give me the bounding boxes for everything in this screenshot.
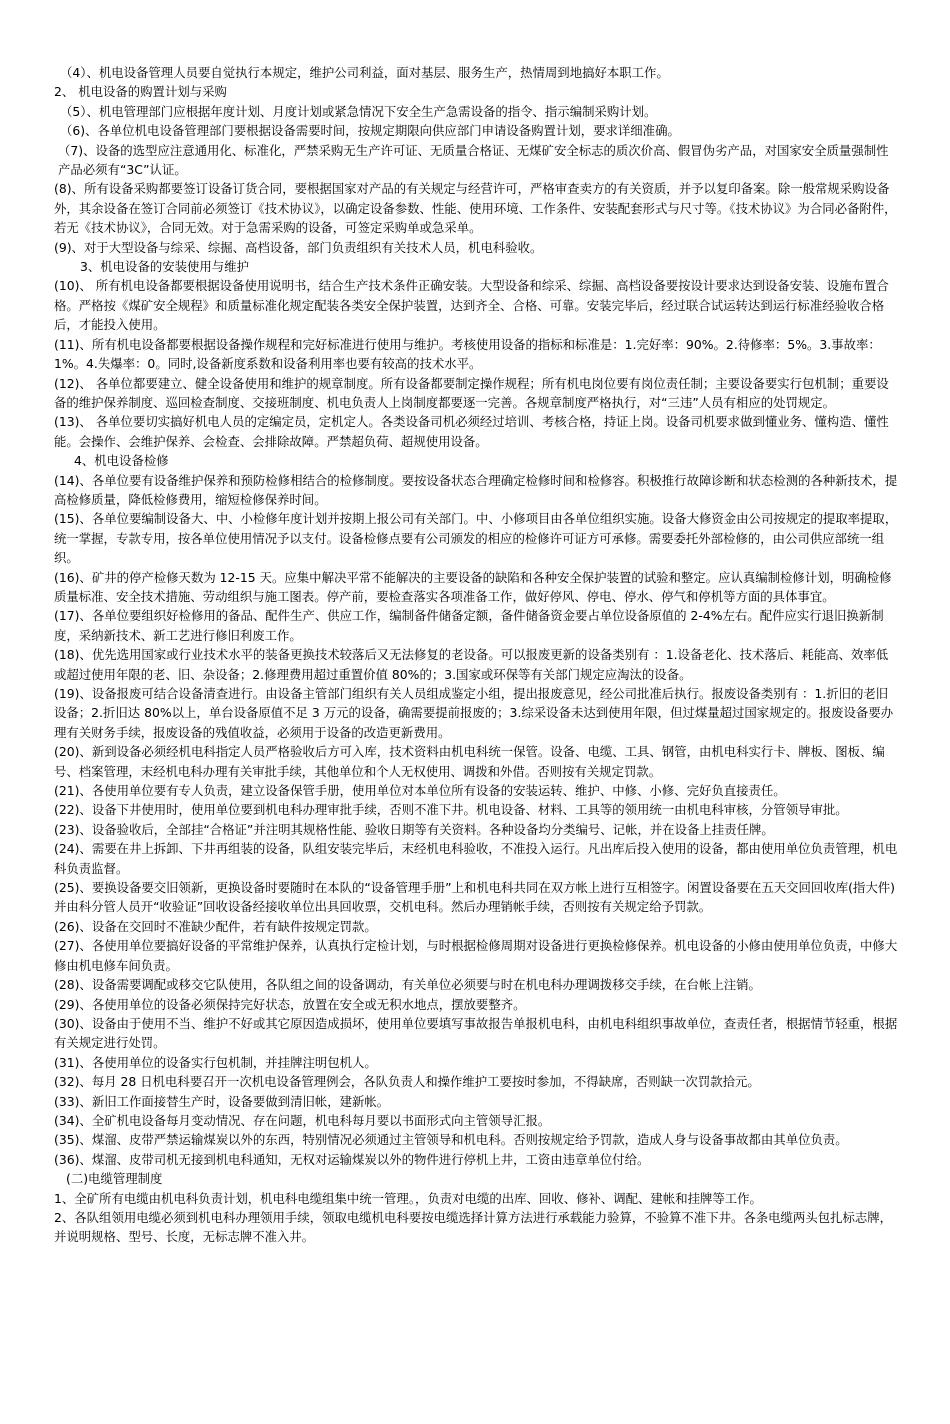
paragraph: (34)、全矿机电设备每月变动情况、存在问题，机电科每月要以书面形式向主管领导汇报。 (54, 1112, 551, 1128)
paragraph: (32)、每月 28 日机电科要召开一次机电设备管理例会，各队负责人和操作维护工要按时参加，不得缺席，否则缺一次罚款拾元。 (54, 1074, 760, 1090)
paragraph: (16)、矿井的停产检修天数为 12-15 天。应集中解决平常不能解决的主要设备的缺陷和各种安全保护装置的试验和整定。应认真编制检修计划，明确检修质量标准、安全技术措施、劳动组织与施工图表。停产前，要检查落实各项准备工作，做好停风、停电、停水、停气和停机等方面的具体事宜。 (54, 569, 892, 604)
paragraph: (29)、各使用单位的设备必须保持完好状态，放置在安全或无积水地点，摆放要整齐。 (54, 996, 526, 1012)
section-heading: (二)电缆管理制度 (66, 1171, 163, 1187)
paragraph: (30)、设备由于使用不当、维护不好或其它原因造成损坏，使用单位要填写事故报告单报机电科，由机电科组织事故单位，查责任者，根据情节轻重，根据有关规定进行处罚。 (54, 1015, 898, 1051)
paragraph: 2、各队组领用电缆必须到机电科办理领用手续，领取电缆机电科要按电缆选择计算方法进行承载能力验算，不验算不准下井。各条电缆两头包扎标志牌，并说明规格、型号、长度，无标志牌不准入井。 (54, 1209, 893, 1245)
paragraph: (31)、各使用单位的设备实行包机制，并挂牌注明包机人。 (54, 1054, 377, 1070)
paragraph: (24)、需要在井上拆卸、下井再组装的设备，队组安装完毕后，末经机电科验收，不准投入运行。凡出库后投入使用的设备，都由使用单位负责管理，机电科负责监督。 (54, 841, 898, 876)
paragraph: (11)、所有机电设备都要根据设备操作规程和完好标准进行使用与维护。考核使用设备的指标和标准是：1.完好率：90%。2.待修率：5%。3.事故率：1%。4.失爆率：0。同时,设备新度系数和设备利用率也要有较高的技术水平。 (54, 336, 881, 372)
paragraph: (14)、各单位要有设备维护保养和预防检修相结合的检修制度。要按设备状态合理确定检修时间和检修容。积极推行故障诊断和状态检测的各种新技术，提高检修质量，降低检修费用，缩短检修保养时间。 (54, 472, 898, 507)
paragraph: 1、全矿所有电缆由机电科负责计划，机电科电缆组集中统一管理。，负责对电缆的出库、回收、修补、调配、建帐和挂牌等工作。 (54, 1190, 762, 1206)
paragraph: （7)、设备的选型应注意通用化、标准化，严禁采购无生产许可证、无质量合格证、无煤矿安全标志的质次价高、假冒伪劣产品，对国家安全质量强制性产品必须有“3C”认证。 (58, 142, 889, 178)
paragraph: (13)、 各单位要切实搞好机电人员的定编定员，定机定人。各类设备司机必须经过培训、考核合格，持证上岗。设备司机要求做到懂业务、懂构造、懂性能。会操作、会维护保养、会检查、会排除故障。严禁超负荷、超规使用设备。 (54, 414, 889, 449)
paragraph: (9)、对于大型设备与综采、综掘、高档设备，部门负责组织有关技术人员，机电科验收。 (54, 239, 543, 255)
paragraph: (12)、 各单位都要建立、健全设备使用和维护的规章制度。所有设备都要制定操作规程；所有机电岗位要有岗位责任制；主要设备要实行包机制；重要设备的维护保养制度、巡回检查制度、交接班制度、机电负责人上岗制度都要逐一完善。各规章制度严格执行，对“三违”人员有相应的处罚规定。 (54, 375, 889, 410)
paragraph: (10)、 所有机电设备都要根据设备使用说明书，结合生产技术条件正确安装。大型设备和综采、综掘、高档设备要按设计要求达到设备安装、设施布置合格。严格按《煤矿安全规程》和质量标准化规定配装各类安全保护装置，达到齐全、合格、可靠。安装完毕后，经过联合试运转达到运行标准经验收合格后，才能投入使用。 (54, 278, 889, 333)
paragraph: (19)、设备报废可结合设备清查进行。由设备主管部门组织有关人员组成鉴定小组，提出报废意见，经公司批准后执行。报废设备类别有 ：1.折旧的老旧设备；2.折旧达 80%以上，单台设备原值不足 3 万元的设备，确需要提前报废的；3.综采设备未达到使用年限，但过煤量超过国家规定的。报废设备要办理有关财务手续，报废设备的残值收益，必须用于设备的改造更新费用。 (54, 686, 894, 740)
paragraph: (26)、设备在交回时不准缺少配件，若有缺件按规定罚款。 (54, 918, 377, 934)
paragraph: (25)、要换设备要交旧领新，更换设备时要随时在本队的“设备管理手册”上和机电科共同在双方帐上进行互相签字。闲置设备要在五天交回回收库(指大件)并由科分管人员开“收验证”回收设备经接收单位出具回收票，交机电科。然后办理销帐手续，否则按有关规定给予罚款。 (54, 880, 895, 915)
paragraph: (17)、各单位要组织好检修用的备品、配件生产、供应工作，编制备件储备定额，备件储备资金要占单位设备原值的 2-4%左右。配件应实行退旧换新制度，采纳新技术、新工艺进行修旧利废工作。 (54, 608, 884, 643)
paragraph: (15)、各单位要编制设备大、中、小检修年度计划并按期上报公司有关部门。中、小修项目由各单位组织实施。设备大修资金由公司按规定的提取率提取，统一掌握，专款专用，按各单位使用情况予以支付。设备检修点要有公司颁发的相应的检修许可证方可承修。需要委托外部检修的，由公司供应部统一组织。 (54, 511, 898, 566)
paragraph: (28)、设备需要调配或移交它队使用，各队组之间的设备调动，有关单位必须要与时在机电科办理调拨移交手续，在台帐上注销。 (54, 977, 761, 993)
paragraph: （4）、机电设备管理人员要自觉执行本规定，维护公司利益，面对基层、服务生产，热情周到地搞好本职工作。 (60, 65, 669, 80)
paragraph: (22)、设备下井使用时，使用单位要到机电科办理审批手续，否则不准下井。机电设备、材料、工具等的领用统一由机电科审核，分管领导审批。 (54, 802, 848, 818)
section-heading: 4、机电设备检修 (74, 453, 169, 469)
paragraph: (36)、煤溜、皮带司机无接到机电科通知，无权对运输煤炭以外的物件进行停机上井，工资由违章单位付给。 (54, 1151, 650, 1167)
paragraph: (21)、各使用单位要有专人负责，建立设备保管手册，使用单位对本单位所有设备的安装运转、维护、中修、小修、完好负直接责任。 (54, 783, 786, 799)
paragraph: （6)、各单位机电设备管理部门要根据设备需要时间，按规定期限向供应部门申请设备购置计划，要求详细准确。 (60, 123, 680, 139)
section-heading: 2、 机电设备的购置计划与采购 (54, 84, 227, 100)
paragraph: （5）、机电管理部门应根据年度计划、月度计划或紧急情况下安全生产急需设备的指令、指示编制采购计划。 (60, 103, 657, 119)
section-heading: 3、机电设备的安装使用与维护 (80, 259, 249, 275)
paragraph: (18)、优先选用国家或行业技术水平的装备更换技术较落后又无法修复的老设备。可以报废更新的设备类别有 ：1.设备老化、技术落后、耗能高、效率低或超过使用年限的老、旧、杂设备；2.修理费用超过重置价值 80%的；3.国家或环保等有关部门规定应淘汰的设备。 (54, 647, 889, 682)
paragraph: (8)、所有设备采购都要签订设备订货合同，要根据国家对产品的有关规定与经营许可，严格审查卖方的有关资质，并予以复印备案。除一般常规采购设备外，其余设备在签订合同前必须签订《技术协议》，以确定设备参数、性能、使用环境、工作条件、安装配套形式与尺寸等。《技术协议》为合同必备附件，若无《技术协议》，合同无效。对于急需采购的设备，可签定采购单或急采单。 (54, 181, 897, 236)
paragraph: (23)、设备验收后，全部挂“合格证”并注明其规格性能、验收日期等有关资料。各种设备均分类编号、记帐，并在设备上挂责任牌。 (54, 821, 774, 837)
paragraph: (33)、新旧工作面接替生产时，设备要做到清旧帐，建新帐。 (54, 1093, 390, 1109)
paragraph: (20)、新到设备必须经机电科指定人员严格验收后方可入库，技术资料由机电科统一保管。设备、电缆、工具、钢管，由机电科实行卡、牌板、图板、编号、档案管理，末经机电科办理有关审批手续，其他单位和个人无权使用、调拨和外借。否则按有关规定罚款。 (54, 744, 885, 779)
paragraph: (27)、各使用单位要搞好设备的平常维护保养，认真执行定检计划，与时根据检修周期对设备进行更换检修保养。机电设备的小修由使用单位负责，中修大修由机电修车间负责。 (54, 938, 898, 973)
paragraph: (35)、煤溜、皮带严禁运输煤炭以外的东西，特别情况必须通过主管领导和机电科。否则按规定给予罚款，造成人身与设备事故都由其单位负责。 (54, 1132, 848, 1148)
